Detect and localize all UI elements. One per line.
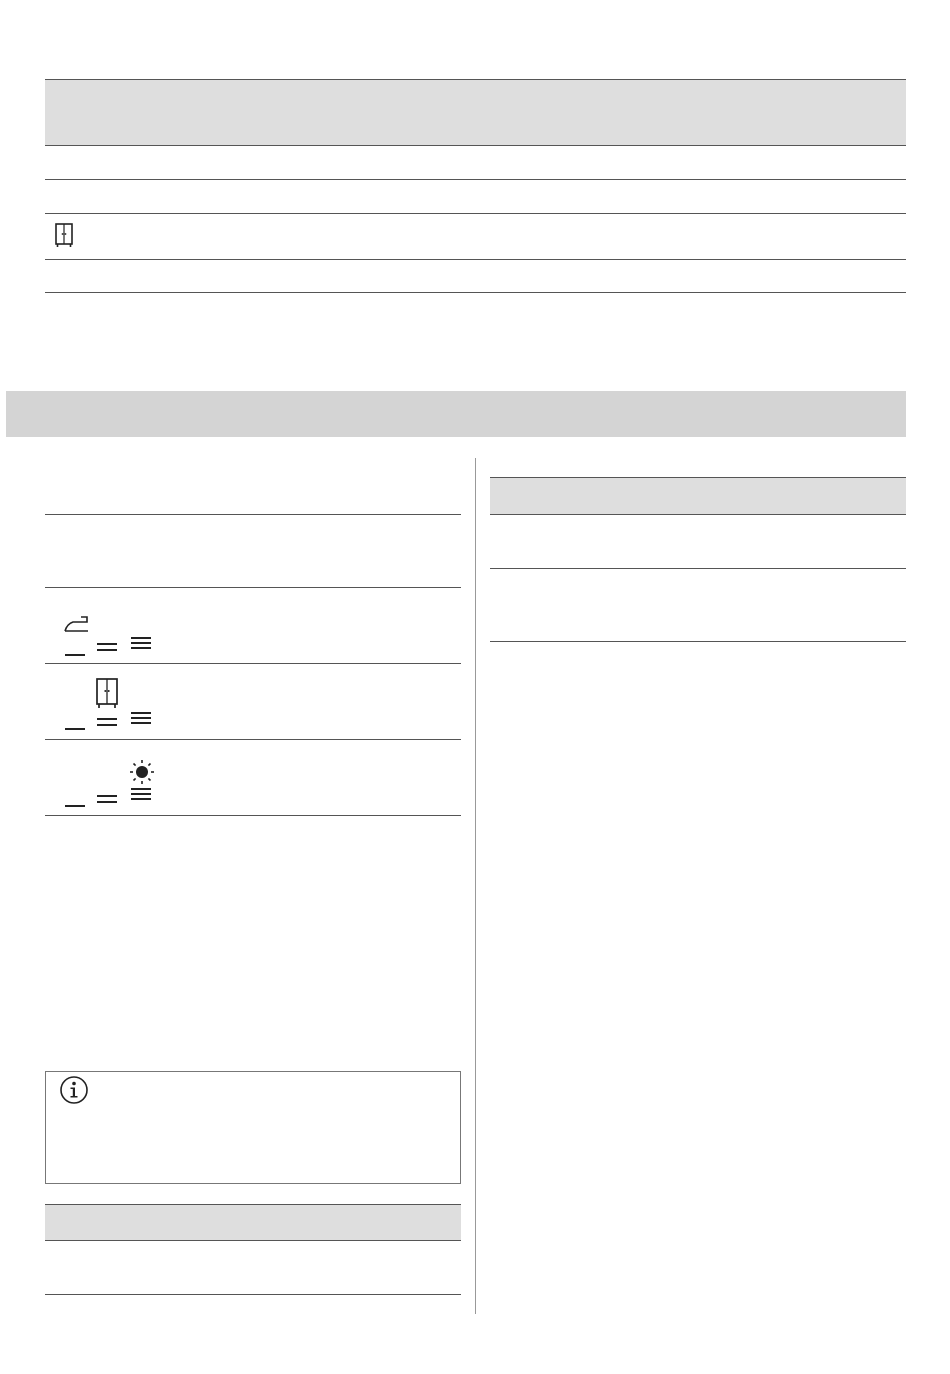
bottom-table-border-bottom [45, 1294, 461, 1295]
top-table-row [45, 146, 906, 179]
dryness-level-3-icon [131, 711, 151, 730]
column-separator [475, 458, 476, 1314]
top-table-header [45, 80, 906, 145]
info-icon [59, 1075, 89, 1105]
dryness-level-3-icon [131, 636, 151, 655]
dryness-level-2-icon [97, 714, 117, 732]
right-table-border-bottom [490, 641, 906, 642]
top-table-row [45, 180, 906, 213]
iron-icon [63, 615, 91, 633]
bottom-table-row [45, 1241, 461, 1294]
left-intro [45, 458, 461, 514]
section-header [6, 391, 906, 437]
bottom-table-header [45, 1205, 461, 1240]
dryness-level-2-icon [97, 791, 117, 809]
dryness-level-1-icon [65, 645, 85, 663]
wardrobe-icon [95, 678, 119, 710]
top-table-row [45, 214, 906, 259]
right-table-row [490, 515, 906, 568]
right-table-row [490, 569, 906, 641]
right-table-header [490, 478, 906, 514]
left-table-row [45, 515, 461, 587]
dryness-level-3-icon [131, 787, 151, 806]
dryness-level-1-icon [65, 796, 85, 814]
top-table-border-bottom [45, 292, 906, 293]
left-table-row [45, 664, 461, 739]
top-table-row [45, 260, 906, 292]
wardrobe-icon [54, 223, 74, 249]
sun-icon [129, 759, 155, 785]
dryness-level-2-icon [97, 639, 117, 657]
left-table-row [45, 740, 461, 815]
info-box [45, 1071, 461, 1184]
dryness-level-1-icon [65, 719, 85, 737]
left-table-border-bottom [45, 815, 461, 816]
left-table-row [45, 588, 461, 663]
